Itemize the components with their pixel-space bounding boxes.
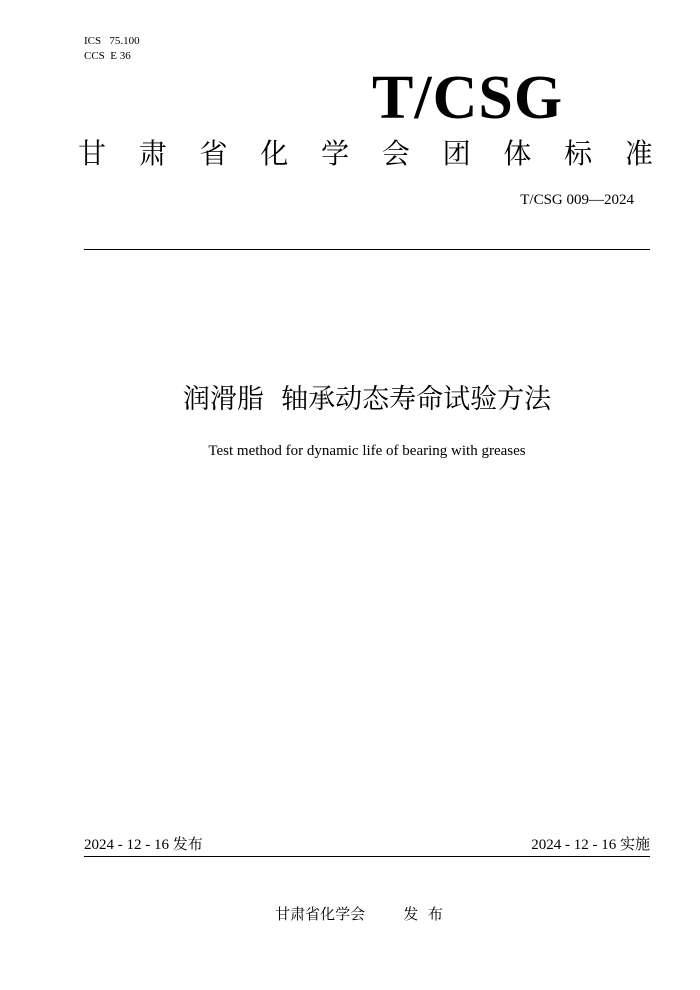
publish-date-value: 2024 - 12 - 16 — [84, 837, 173, 853]
org-char: 甘 — [78, 137, 107, 170]
ics-code: ICS 75.100 — [84, 35, 140, 47]
footer-divider — [84, 856, 650, 857]
title-chinese: 润滑脂 轴承动态寿命试验方法 — [182, 384, 552, 415]
document-number: T/CSG 009—2024 — [520, 192, 634, 208]
issuer-gap — [365, 905, 403, 923]
org-char: 团 — [442, 137, 471, 170]
org-char: 会 — [381, 137, 410, 170]
organization-standard-name — [78, 134, 653, 174]
issuer-name: 甘肃省化学会 — [275, 905, 366, 923]
org-char: 化 — [260, 137, 289, 170]
classification-codes — [84, 34, 140, 64]
org-char: 学 — [321, 137, 350, 170]
title-english: Test method for dynamic life of bearing with greases — [208, 443, 526, 459]
org-char: 准 — [624, 137, 653, 170]
org-char: 肃 — [138, 137, 167, 170]
publish-date — [84, 834, 203, 855]
standard-logo: T/CSG — [372, 64, 564, 132]
org-char: 标 — [564, 137, 593, 170]
implement-label: 实施 — [619, 835, 650, 853]
org-char: 体 — [503, 137, 532, 170]
ccs-code: CCS E 36 — [84, 50, 131, 62]
implement-date — [531, 834, 650, 855]
org-char: 省 — [199, 137, 228, 170]
issuer-line — [0, 903, 700, 925]
publish-label: 发布 — [172, 835, 203, 853]
issue-label: 发 布 — [403, 905, 443, 923]
header-divider — [84, 249, 650, 250]
implement-date-value: 2024 - 12 - 16 — [531, 837, 620, 853]
